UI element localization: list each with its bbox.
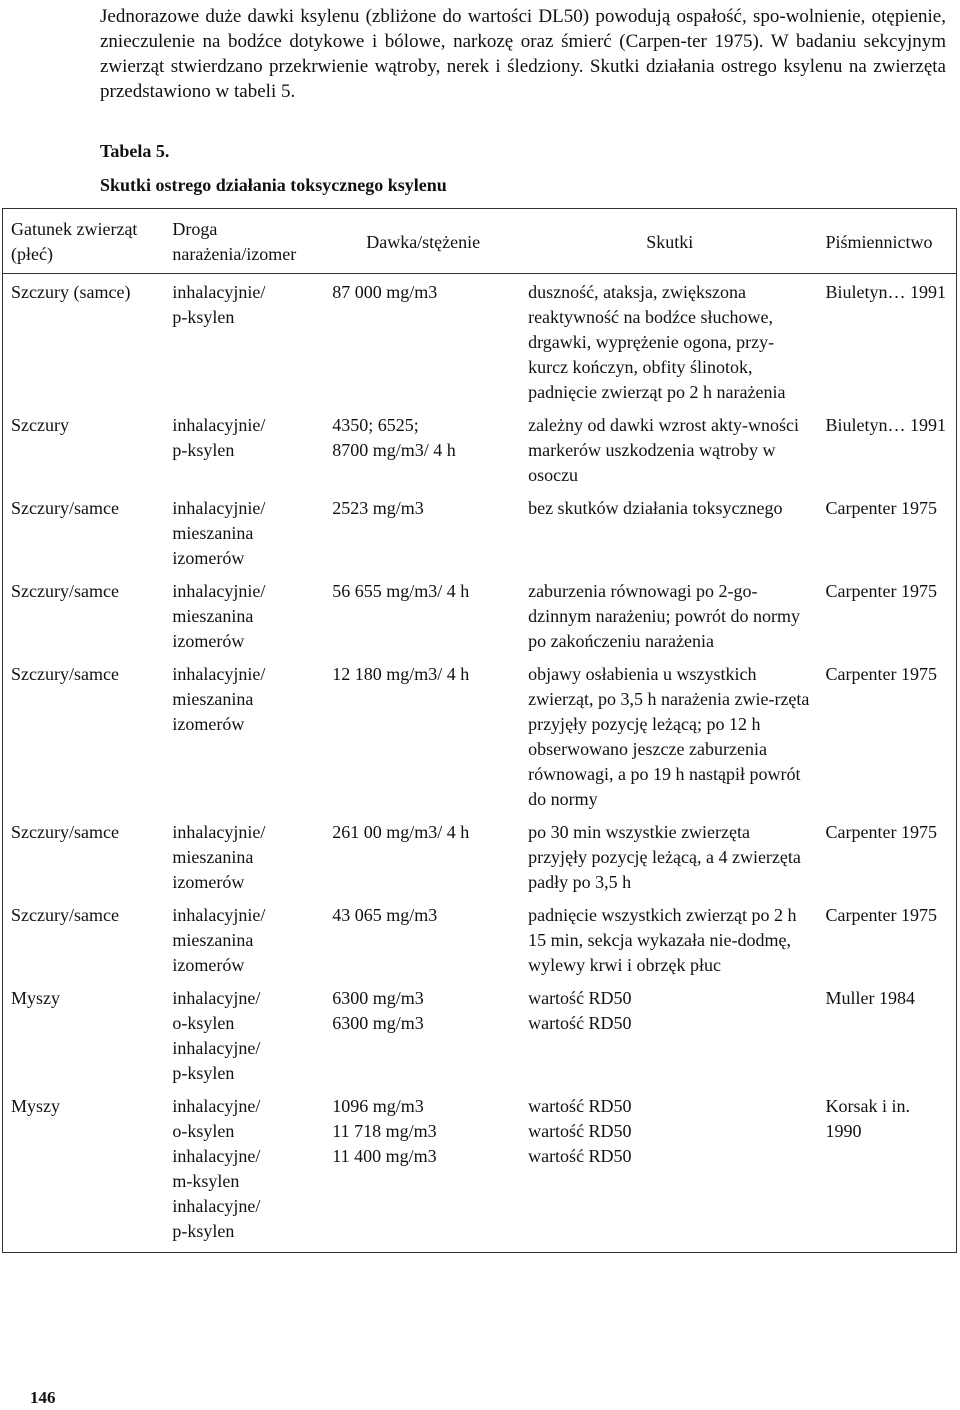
header-effects: Skutki — [520, 209, 817, 274]
cell-dose-line: 6300 mg/m3 — [332, 1013, 424, 1033]
cell-effects — [520, 579, 817, 662]
table-row — [3, 413, 957, 496]
cell-route-line: inhalacyjne/ — [172, 1196, 261, 1216]
page-number: 146 — [30, 1388, 56, 1407]
table-row — [3, 496, 957, 579]
cell-dose — [324, 903, 520, 986]
cell-effects-line: zależny od dawki wzrost akty-wności markerów uszkodzenia wątroby w osoczu — [528, 415, 799, 485]
header-species: Gatunek zwierząt (płeć) — [3, 209, 165, 274]
cell-route-line: inhalacyjnie/ — [172, 415, 266, 435]
cell-route-line: izomerów — [172, 548, 245, 568]
cell-dose-line: 11 718 mg/m3 — [332, 1121, 437, 1141]
cell-dose — [324, 820, 520, 903]
cell-species: Myszy — [11, 1096, 60, 1116]
cell-route — [164, 413, 324, 496]
cell-route-line: mieszanina — [172, 847, 254, 867]
intro-text: Jednorazowe duże dawki ksylenu (zbliżone do wartości DL50) powodują ospałość, spo-wolnienie, otępienie, znieczulenie na bodźce dotykowe i bólowe, narkozę oraz śmierć (Carpen-ter 1975). W badaniu sekcyjnym zwierząt stwierdzano przekrwienie wątroby, nerek i śledziony. Skutki działania ostrego ksylenu na zwierzęta przedstawiono w tabeli 5. — [100, 6, 946, 102]
cell-effects-line: wartość RD50 — [528, 1013, 632, 1033]
table-row — [3, 1094, 957, 1253]
cell-species: Myszy — [11, 988, 60, 1008]
cell-reference: Carpenter 1975 — [825, 664, 937, 684]
header-reference: Piśmiennictwo — [818, 209, 957, 274]
cell-route-line: p-ksylen — [172, 307, 235, 327]
header-dose: Dawka/stężenie — [324, 209, 520, 274]
cell-route-line: mieszanina — [172, 930, 254, 950]
cell-species: Szczury/samce — [11, 581, 119, 601]
cell-reference: Biuletyn… 1991 — [825, 282, 947, 302]
cell-species: Szczury (samce) — [11, 282, 131, 302]
cell-route — [164, 820, 324, 903]
cell-route-line: mieszanina — [172, 523, 254, 543]
cell-route — [164, 274, 324, 414]
cell-dose — [324, 986, 520, 1094]
cell-route-line: o-ksylen — [172, 1013, 235, 1033]
toxicity-table — [2, 208, 957, 1253]
cell-route-line: izomerów — [172, 714, 245, 734]
cell-route — [164, 579, 324, 662]
cell-route — [164, 662, 324, 820]
cell-effects — [520, 1094, 817, 1253]
cell-route-line: izomerów — [172, 631, 245, 651]
cell-dose-line: 87 000 mg/m3 — [332, 282, 438, 302]
cell-effects — [520, 986, 817, 1094]
cell-effects-line: bez skutków działania toksycznego — [528, 498, 783, 518]
cell-effects-line: po 30 min wszystkie zwierzęta przyjęły pozycję leżącą, a 4 zwierzęta padły po 3,5 h — [528, 822, 801, 892]
cell-dose-line: 12 180 mg/m3/ 4 h — [332, 664, 470, 684]
cell-effects — [520, 413, 817, 496]
cell-route-line: inhalacyjne/ — [172, 1096, 261, 1116]
cell-route — [164, 986, 324, 1094]
cell-dose — [324, 1094, 520, 1253]
cell-species: Szczury/samce — [11, 905, 119, 925]
cell-reference: Carpenter 1975 — [825, 581, 937, 601]
cell-effects-line: duszność, ataksja, zwiększona reaktywność na bodźce słuchowe, drgawki, wyprężenie ogona, przy-kurcz kończyn, obfity ślinotok, padnięcie zwierząt po 2 h narażenia — [528, 282, 786, 402]
cell-effects-line: padnięcie wszystkich zwierząt po 2 h 15 min, sekcja wykazała nie-dodmę, wylewy krwi i obrzęk płuc — [528, 905, 797, 975]
cell-route-line: mieszanina — [172, 689, 254, 709]
cell-dose-line: 8700 mg/m3/ 4 h — [332, 440, 456, 460]
cell-effects — [520, 820, 817, 903]
table-row — [3, 579, 957, 662]
cell-route-line: inhalacyjne/ — [172, 1146, 261, 1166]
cell-route-line: m-ksylen — [172, 1171, 240, 1191]
cell-reference: Carpenter 1975 — [825, 822, 937, 842]
cell-route-line: inhalacyjnie/ — [172, 664, 266, 684]
cell-dose-line: 11 400 mg/m3 — [332, 1146, 437, 1166]
cell-route-line: inhalacyjne/ — [172, 1038, 261, 1058]
table-title: Skutki ostrego działania toksycznego ksylenu — [100, 175, 447, 195]
cell-species: Szczury — [11, 415, 69, 435]
cell-route-line: izomerów — [172, 955, 245, 975]
cell-route-line: inhalacyjnie/ — [172, 498, 266, 518]
intro-paragraph — [100, 4, 946, 104]
table-row — [3, 274, 957, 414]
cell-route-line: inhalacyjnie/ — [172, 905, 266, 925]
cell-route-line: p-ksylen — [172, 1221, 235, 1241]
cell-dose-line: 1096 mg/m3 — [332, 1096, 424, 1116]
cell-reference: Muller 1984 — [825, 988, 916, 1008]
cell-dose — [324, 579, 520, 662]
table-row — [3, 662, 957, 820]
cell-effects — [520, 274, 817, 414]
cell-route — [164, 1094, 324, 1253]
cell-effects — [520, 903, 817, 986]
cell-dose — [324, 274, 520, 414]
cell-species: Szczury/samce — [11, 498, 119, 518]
cell-effects-line: wartość RD50 — [528, 988, 632, 1008]
cell-species: Szczury/samce — [11, 822, 119, 842]
cell-dose — [324, 413, 520, 496]
cell-reference: Biuletyn… 1991 — [825, 415, 947, 435]
cell-effects — [520, 496, 817, 579]
header-route: Droga narażenia/izomer — [164, 209, 324, 274]
cell-effects-line: wartość RD50 — [528, 1096, 632, 1116]
cell-effects — [520, 662, 817, 820]
cell-effects-line: zaburzenia równowagi po 2-go-dzinnym narażeniu; powrót do normy po zakończeniu narażenia — [528, 581, 801, 651]
cell-reference: Korsak i in. 1990 — [825, 1096, 911, 1141]
cell-dose-line: 261 00 mg/m3/ 4 h — [332, 822, 470, 842]
cell-effects-line: wartość RD50 — [528, 1121, 632, 1141]
cell-dose-line: 43 065 mg/m3 — [332, 905, 438, 925]
cell-route-line: mieszanina — [172, 606, 254, 626]
table-row — [3, 903, 957, 986]
cell-route-line: o-ksylen — [172, 1121, 235, 1141]
cell-dose-line: 56 655 mg/m3/ 4 h — [332, 581, 470, 601]
table-row — [3, 820, 957, 903]
cell-route — [164, 496, 324, 579]
cell-route-line: inhalacyjne/ — [172, 988, 261, 1008]
cell-route-line: p-ksylen — [172, 1063, 235, 1083]
cell-species: Szczury/samce — [11, 664, 119, 684]
cell-dose — [324, 662, 520, 820]
cell-dose-line: 4350; 6525; — [332, 415, 419, 435]
cell-route-line: p-ksylen — [172, 440, 235, 460]
table-row — [3, 986, 957, 1094]
table-header-row — [3, 209, 957, 274]
cell-reference: Carpenter 1975 — [825, 905, 937, 925]
cell-effects-line: wartość RD50 — [528, 1146, 632, 1166]
cell-reference: Carpenter 1975 — [825, 498, 937, 518]
cell-route-line: inhalacyjnie/ — [172, 822, 266, 842]
cell-dose — [324, 496, 520, 579]
cell-route-line: izomerów — [172, 872, 245, 892]
table-label: Tabela 5. — [100, 141, 170, 161]
cell-dose-line: 6300 mg/m3 — [332, 988, 424, 1008]
cell-route-line: inhalacyjnie/ — [172, 581, 266, 601]
cell-dose-line: 2523 mg/m3 — [332, 498, 424, 518]
cell-route — [164, 903, 324, 986]
cell-effects-line: objawy osłabienia u wszystkich zwierząt, po 3,5 h narażenia zwie-rzęta przyjęły pozycję leżącą; po 12 h obserwowano jeszcze zaburzenia równowagi, a po 19 h nastąpił powrót do normy — [528, 664, 810, 809]
cell-route-line: inhalacyjnie/ — [172, 282, 266, 302]
table-body — [3, 274, 957, 1253]
